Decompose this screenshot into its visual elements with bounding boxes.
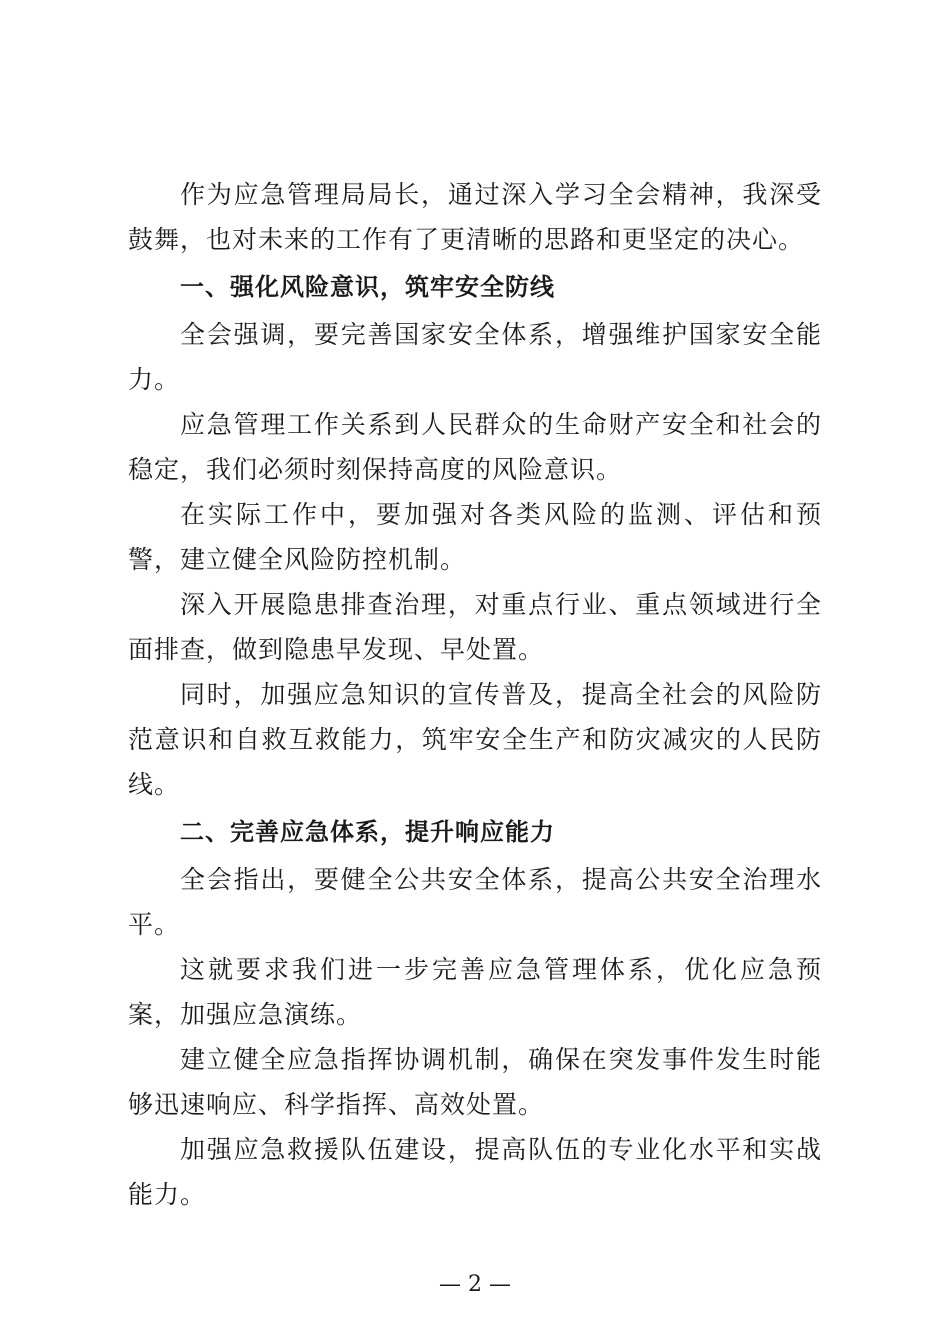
paragraph: 建立健全应急指挥协调机制，确保在突发事件发生时能够迅速响应、科学指挥、高效处置。 (128, 1045, 822, 1119)
paragraph: 这就要求我们进一步完善应急管理体系，优化应急预案，加强应急演练。 (128, 955, 822, 1029)
paragraph: 全会指出，要健全公共安全体系，提高公共安全治理水平。 (128, 865, 822, 939)
paragraph: 同时，加强应急知识的宣传普及，提高全社会的风险防范意识和自救互救能力，筑牢安全生产和防灾减灾的人民防线。 (128, 680, 822, 799)
page-number: — 2 — (439, 1272, 511, 1297)
paragraph: 深入开展隐患排查治理，对重点行业、重点领域进行全面排查，做到隐患早发现、早处置。 (128, 590, 822, 664)
paragraph: 应急管理工作关系到人民群众的生命财产安全和社会的稳定，我们必须时刻保持高度的风险意识。 (128, 410, 822, 484)
section-heading-1: 一、强化风险意识，筑牢安全防线 (180, 273, 555, 301)
section-heading-2: 二、完善应急体系，提升响应能力 (180, 818, 555, 846)
paragraph: 加强应急救援队伍建设，提高队伍的专业化水平和实战能力。 (128, 1135, 822, 1209)
paragraph: 在实际工作中，要加强对各类风险的监测、评估和预警，建立健全风险防控机制。 (128, 500, 822, 574)
paragraph: 全会强调，要完善国家安全体系，增强维护国家安全能力。 (128, 320, 822, 394)
paragraph-intro: 作为应急管理局局长，通过深入学习全会精神，我深受鼓舞，也对未来的工作有了更清晰的思路和更坚定的决心。 (128, 180, 822, 254)
document-body (128, 172, 822, 1217)
